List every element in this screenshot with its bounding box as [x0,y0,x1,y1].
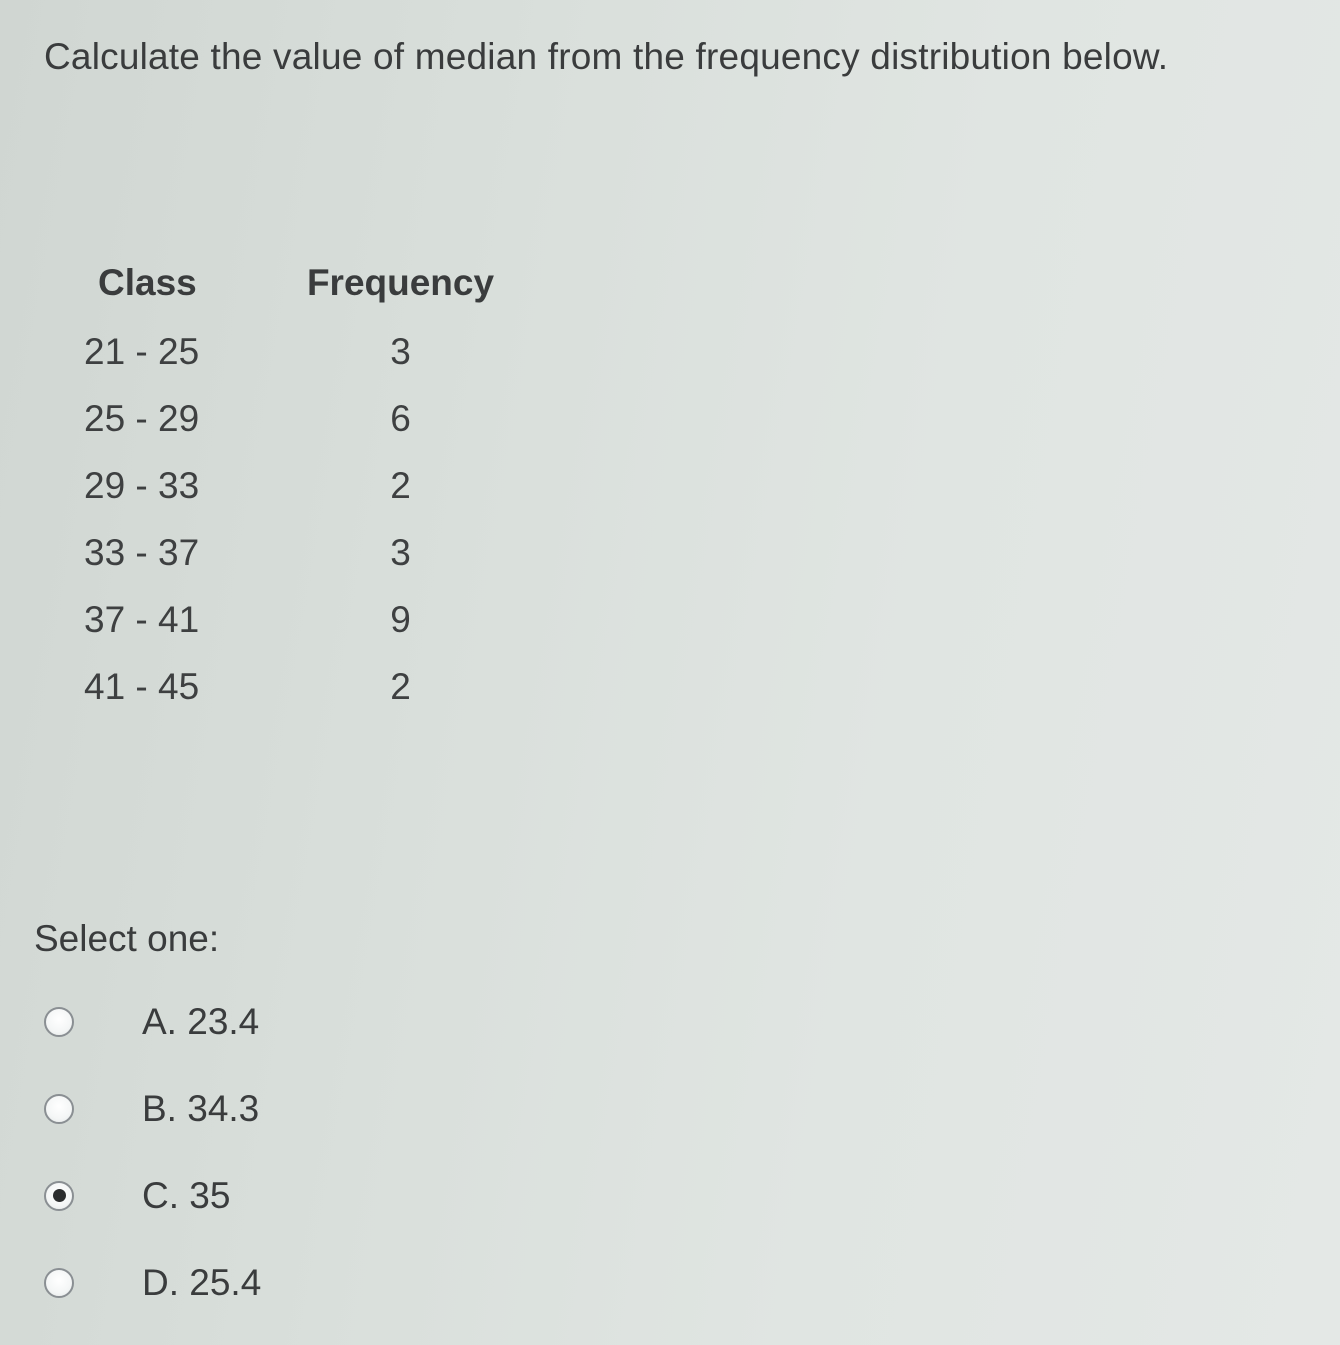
frequency-cell: 2 [390,665,411,707]
table-row [84,452,528,519]
option-c-label[interactable]: C. 35 [142,1174,231,1216]
option-a[interactable] [44,978,261,1065]
option-d-label[interactable]: D. 25.4 [142,1261,262,1303]
frequency-column-header: Frequency [306,262,495,303]
table-row [84,586,528,653]
frequency-table [84,262,528,720]
radio-button-a[interactable] [44,1007,74,1037]
frequency-cell: 2 [390,464,411,506]
option-d[interactable] [44,1239,261,1326]
table-header-row [84,262,528,318]
radio-button-d[interactable] [44,1268,74,1298]
frequency-cell: 3 [390,330,411,372]
table-row [84,318,528,385]
answer-options [44,978,261,1326]
radio-button-b[interactable] [44,1094,74,1124]
option-b-label[interactable]: B. 34.3 [142,1087,260,1129]
table-row [84,385,528,452]
table-row [84,653,528,720]
class-cell: 33 - 37 [84,531,200,573]
class-cell: 25 - 29 [84,397,200,439]
option-a-label[interactable]: A. 23.4 [142,1000,260,1042]
radio-button-c[interactable] [44,1181,74,1211]
class-cell: 21 - 25 [84,330,200,372]
class-column-header: Class [98,262,197,303]
frequency-cell: 9 [390,598,411,640]
class-cell: 41 - 45 [84,665,200,707]
class-cell: 29 - 33 [84,464,200,506]
select-one-prompt: Select one: [34,918,220,959]
question-text: Calculate the value of median from the frequency distribution below. [44,36,1169,77]
option-c[interactable] [44,1152,261,1239]
frequency-cell: 3 [390,531,411,573]
table-row [84,519,528,586]
class-cell: 37 - 41 [84,598,200,640]
option-b[interactable] [44,1065,261,1152]
frequency-cell: 6 [390,397,411,439]
